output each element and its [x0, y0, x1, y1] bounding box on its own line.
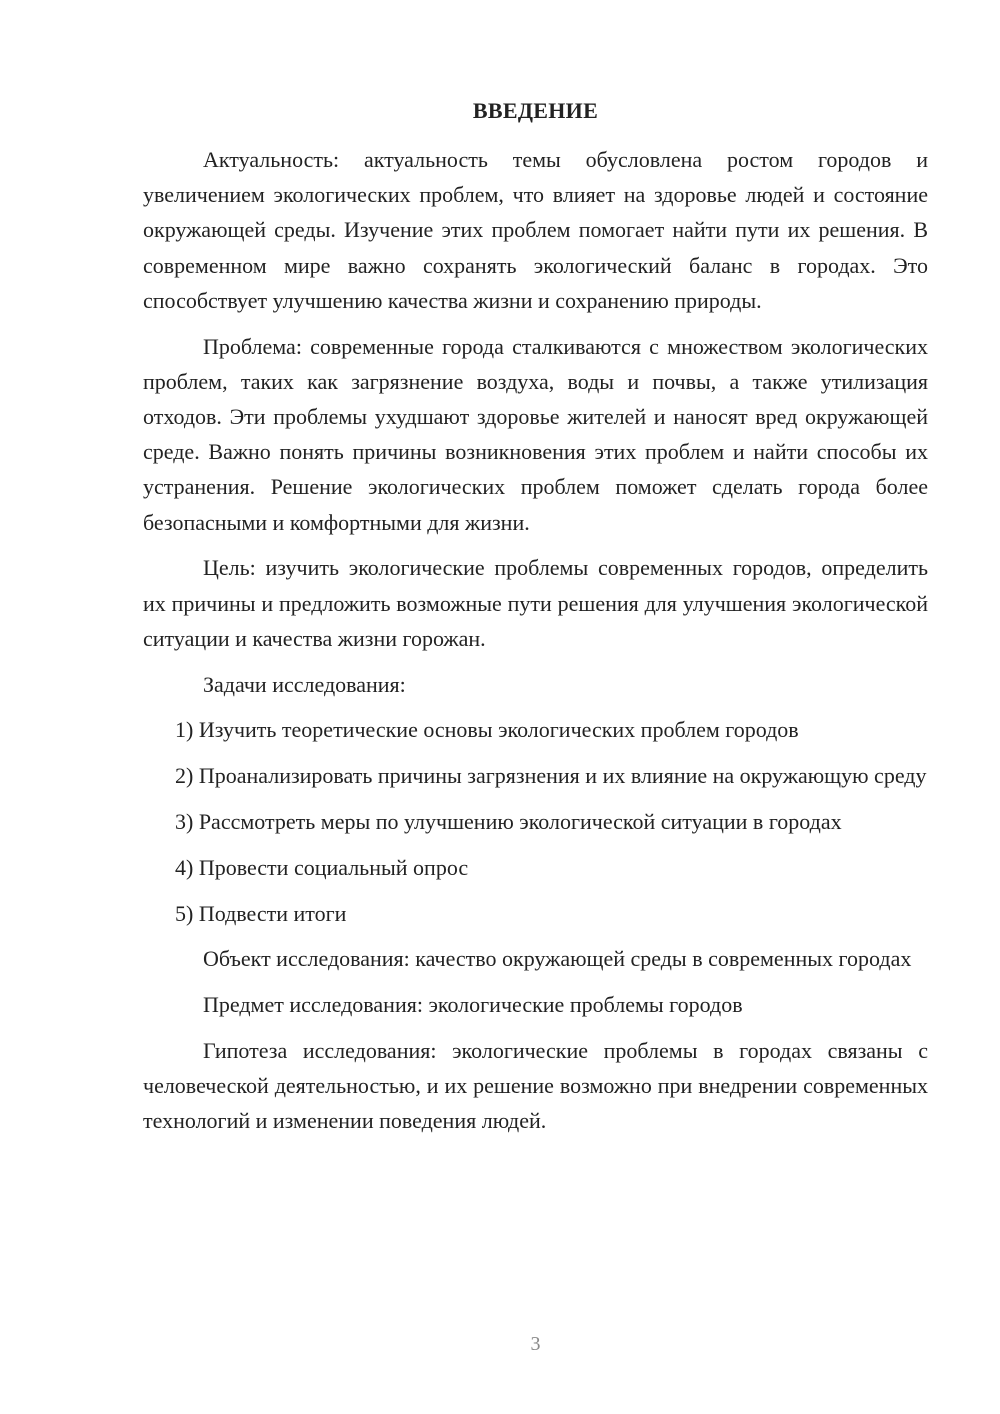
- page-number: 3: [530, 1333, 541, 1355]
- task-item: 5) Подвести итоги: [175, 900, 347, 926]
- tasks-heading: Задачи исследования:: [203, 671, 406, 697]
- paragraph-problem: Проблема: современные города сталкиваются с множеством экологических проблем, таких как загрязнение воздуха, воды и почвы, а также утилизация отходов. Эти проблемы ухудшают здоровье жителей и наносят вред окружающей среде. Важно понять причины возникновения этих проблем и найти способы их устранения. Решение экологических проблем поможет сделать города более безопасными и комфортными для жизни.: [143, 333, 928, 535]
- paragraph-goal: Цель: изучить экологические проблемы современных городов, определить их причины и предложить возможные пути решения для улучшения экологической ситуации и качества жизни горожан.: [143, 555, 928, 651]
- task-item: 3) Рассмотреть меры по улучшению экологической ситуации в городах: [175, 809, 842, 835]
- document-page: [143, 0, 928, 1414]
- document-body: [143, 142, 928, 1149]
- task-item: 1) Изучить теоретические основы экологических проблем городов: [175, 717, 799, 743]
- task-item: 4) Провести социальный опрос: [175, 854, 469, 880]
- task-item: 2) Проанализировать причины загрязнения и их влияние на окружающую среду: [175, 763, 927, 789]
- page-title: ВВЕДЕНИЕ: [472, 98, 599, 123]
- paragraph-subject: Предмет исследования: экологические проблемы городов: [203, 992, 743, 1018]
- paragraph-hypothesis: Гипотеза исследования: экологические проблемы в городах связаны с человеческой деятельностью, и их решение возможно при внедрении современных технологий и изменении поведения людей.: [143, 1038, 928, 1134]
- paragraph-relevance: Актуальность: актуальность темы обусловлена ростом городов и увеличением экологических проблем, что влияет на здоровье людей и состояние окружающей среды. Изучение этих проблем помогает найти пути их решения. В современном мире важно сохранять экологический баланс в городах. Это способствует улучшению качества жизни и сохранению природы.: [143, 147, 928, 313]
- paragraph-object: Объект исследования: качество окружающей среды в современных городах: [203, 946, 912, 972]
